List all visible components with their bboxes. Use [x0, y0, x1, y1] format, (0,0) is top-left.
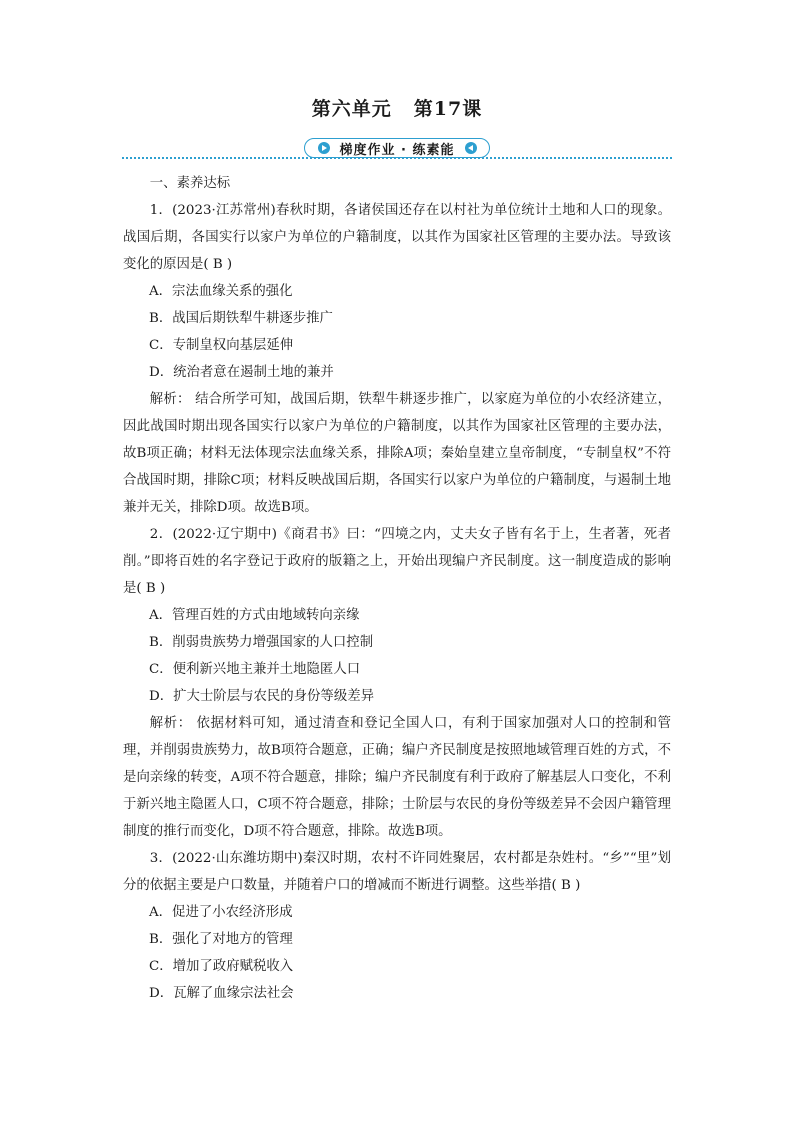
banner-pill: [304, 138, 490, 158]
document-body: [123, 170, 671, 1007]
option-c: C．专制皇权向基层延伸: [149, 338, 294, 353]
option-a: A．管理百姓的方式由地域转向亲缘: [149, 608, 360, 623]
option-d: D．统治者意在遏制土地的兼并: [149, 365, 334, 380]
option-a: A．宗法血缘关系的强化: [149, 284, 293, 299]
section-banner: [122, 137, 672, 159]
analysis-text: 解析： 结合所学可知，战国后期，铁犁牛耕逐步推广，以家庭为单位的小农经济建立，因此战国时期出现各国实行以家户为单位的户籍制度，以其作为国家社区管理的主要办法，故B项正确；材料无法体现宗法血缘关系，排除A项；秦始皇建立皇帝制度，“专制皇权”不符合战国时期，排除C项；材料反映战国后期，各国实行以家户为单位的户籍制度，与遏制土地兼并无关，排除D项。故选B项。: [123, 392, 671, 515]
option-b: B．战国后期铁犁牛耕逐步推广: [149, 311, 333, 326]
banner-label: 梯度作业 · 练素能: [339, 142, 455, 158]
option-d: D．瓦解了血缘宗法社会: [149, 986, 294, 1001]
analysis-text: 解析： 依据材料可知，通过清查和登记全国人口，有利于国家加强对人口的控制和管理，并削弱贵族势力，故B项符合题意，正确；编户齐民制度是按照地域管理百姓的方式，不是向亲缘的转变，A项不符合题意，排除；编户齐民制度有利于政府了解基层人口变化，不利于新兴地主隐匿人口，C项不符合题意，排除；士阶层与农民的身份等级差异不会因户籍管理制度的推行而变化，D项不符合题意，排除。故选B项。: [123, 716, 671, 839]
unit-title: 第六单元: [311, 98, 392, 120]
lesson-title: 第17课: [413, 98, 483, 120]
question-stem: 2．(2022·辽宁期中)《商君书》曰：“四境之内，丈夫女子皆有名于上，生者著，死者削。”即将百姓的名字登记于政府的版籍之上，开始出现编户齐民制度。这一制度造成的影响是( B ): [123, 527, 671, 596]
question-stem: 3．(2022·山东潍坊期中)秦汉时期，农村不许同姓聚居，农村都是杂姓村。“乡”“里”划分的依据主要是户口数量，并随着户口的增减而不断进行调整。这些举措( B ): [123, 851, 671, 893]
option-a: A．促进了小农经济形成: [149, 905, 293, 920]
option-c: C．便利新兴地主兼并土地隐匿人口: [149, 662, 361, 677]
page-title: [0, 94, 794, 121]
arrow-right-icon: [318, 142, 330, 154]
option-c: C．增加了政府赋税收入: [149, 959, 294, 974]
option-b: B．强化了对地方的管理: [149, 932, 293, 947]
section-heading: 一、素养达标: [149, 176, 231, 191]
option-d: D．扩大士阶层与农民的身份等级差异: [149, 689, 374, 704]
question-stem: 1．(2023·江苏常州)春秋时期，各诸侯国还存在以村社为单位统计土地和人口的现象。战国后期，各国实行以家户为单位的户籍制度，以其作为国家社区管理的主要办法。导致该变化的原因是( B ): [123, 203, 671, 272]
option-b: B．削弱贵族势力增强国家的人口控制: [149, 635, 374, 650]
arrow-left-icon: [465, 142, 477, 154]
